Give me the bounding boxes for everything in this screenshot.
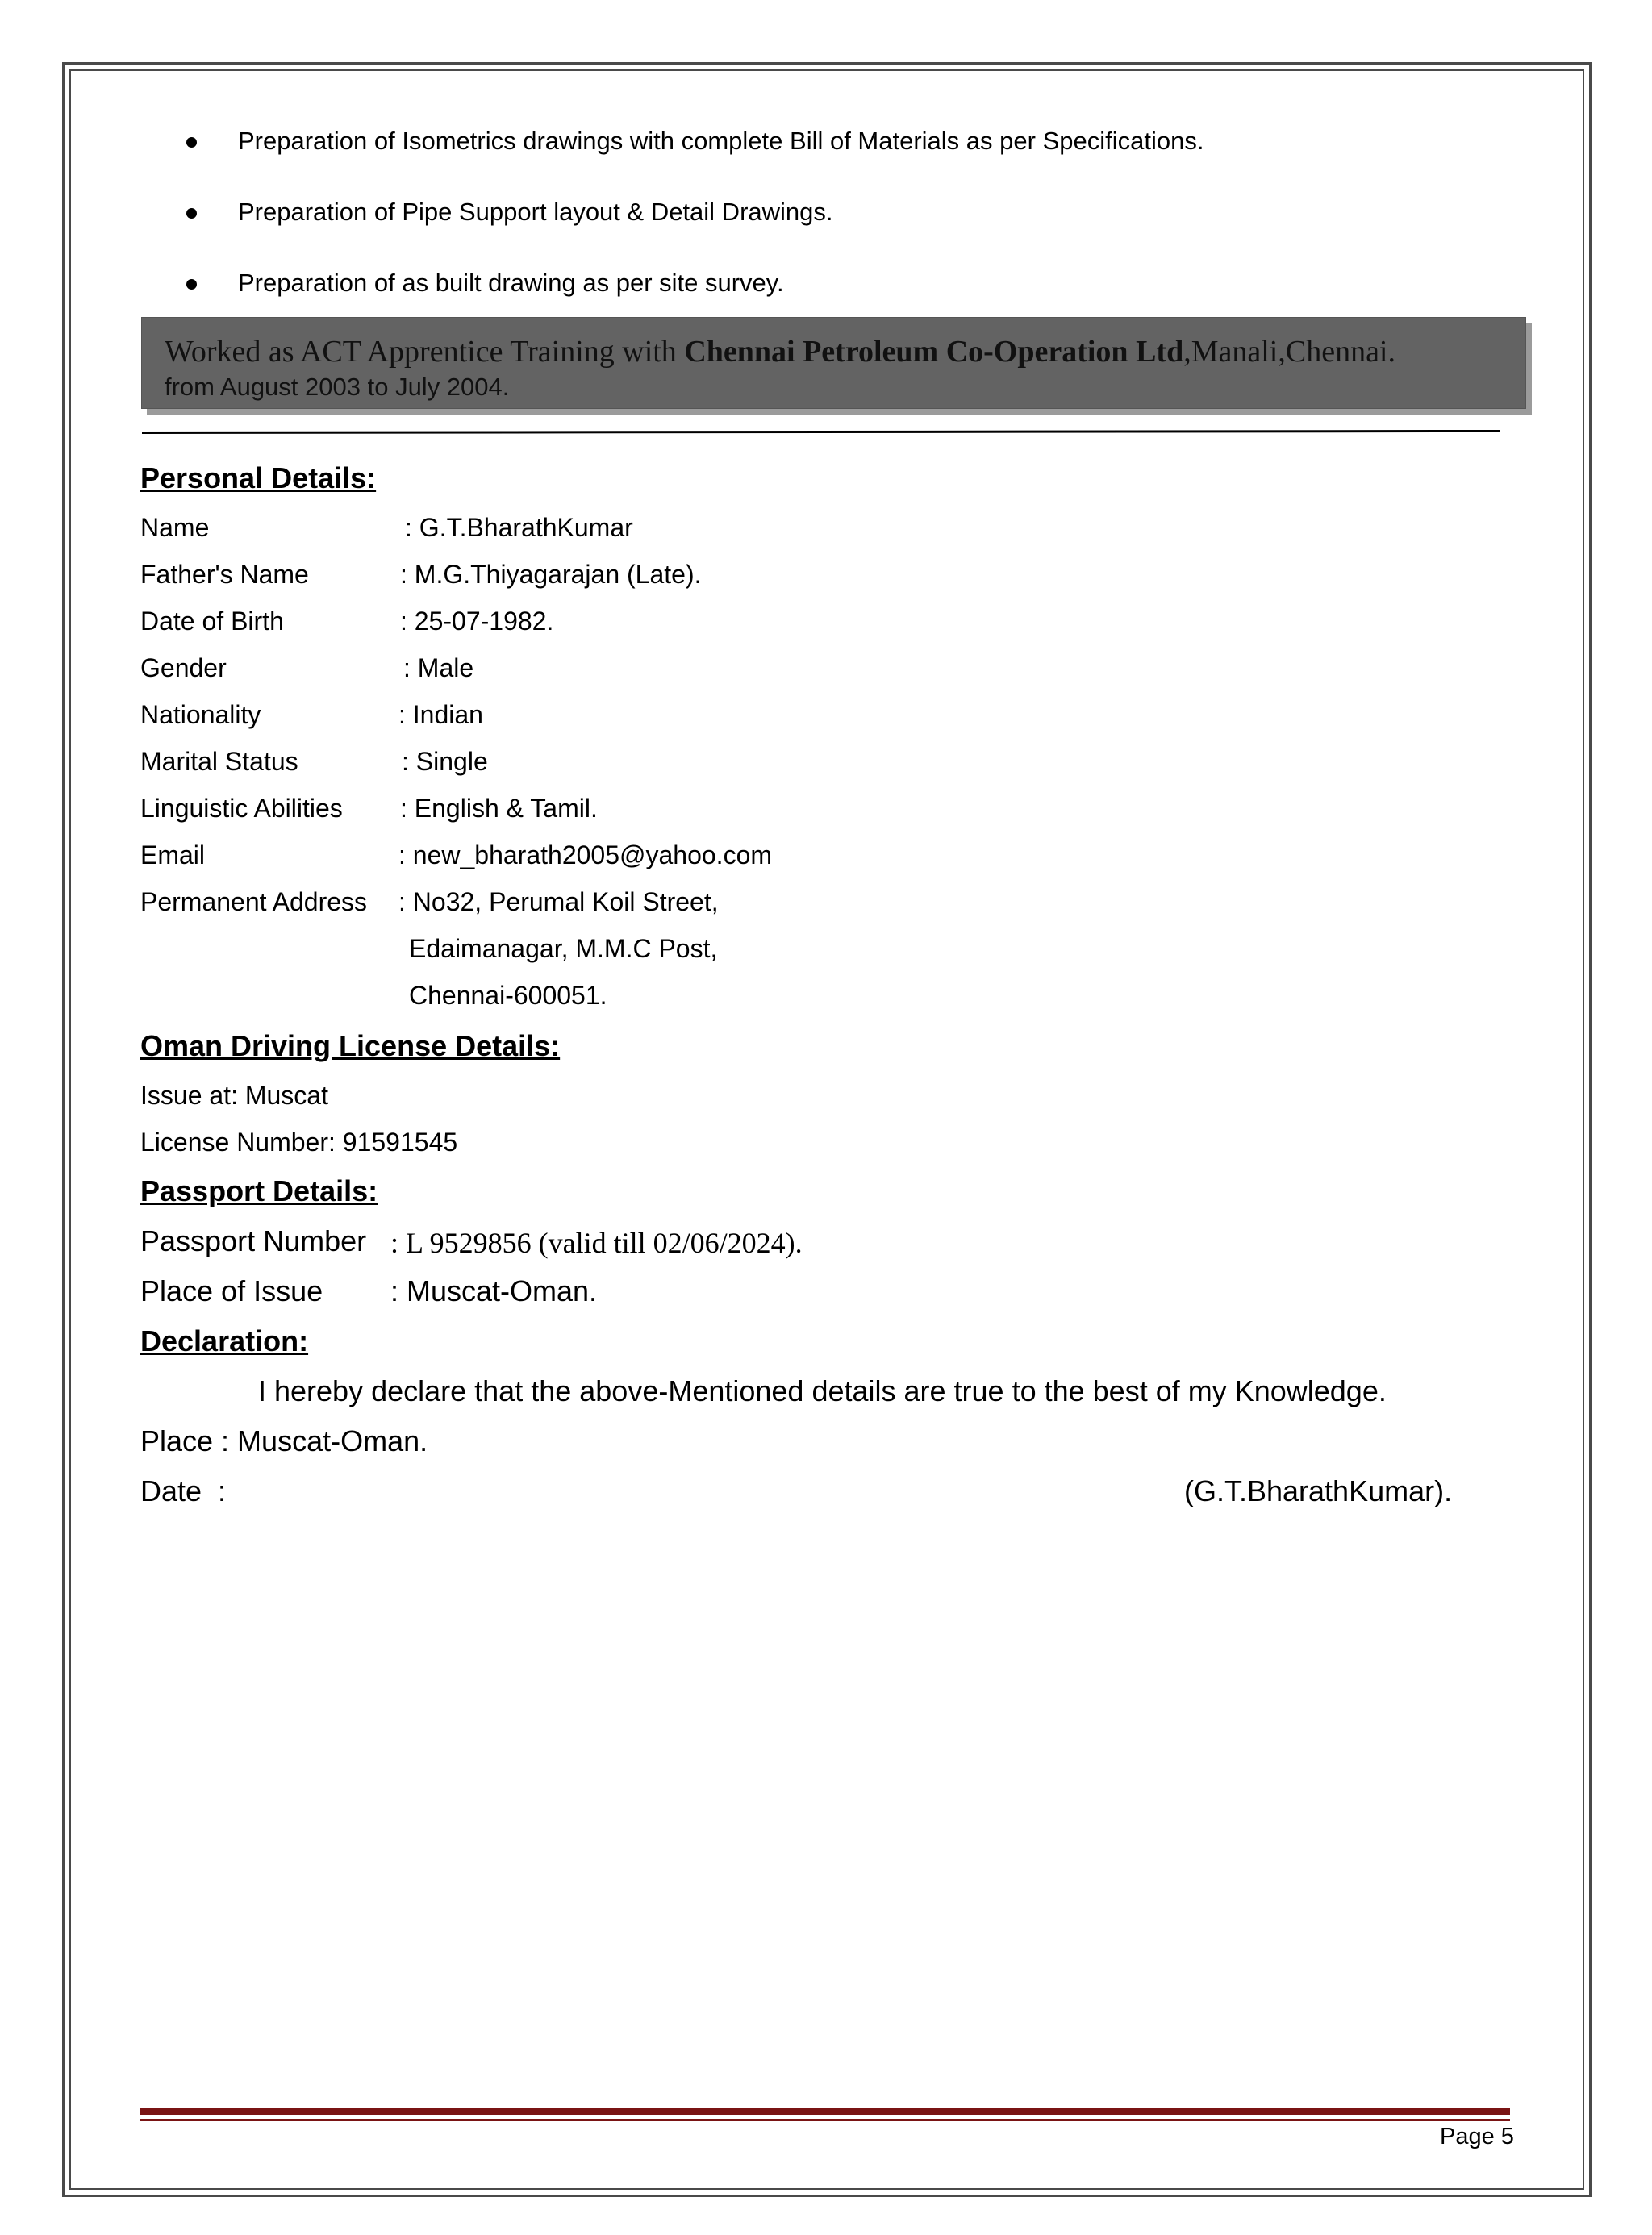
declaration-place: Place : Muscat-Oman. <box>140 1424 428 1457</box>
value-nationality: : Indian <box>398 700 483 729</box>
value-place-of-issue: : Muscat-Oman. <box>390 1274 598 1307</box>
license-issue: Issue at: Muscat <box>140 1081 328 1110</box>
banner-location: ,Manali,Chennai. <box>1183 335 1395 369</box>
value-father-name: : M.G.Thiyagarajan (Late). <box>400 560 702 589</box>
license-heading: Oman Driving License Details: <box>140 1029 561 1062</box>
personal-details-heading: Personal Details: <box>140 461 377 494</box>
bullet-text: Preparation of Isometrics drawings with complete Bill of Materials as per Specifications. <box>238 127 1204 155</box>
bullet-icon <box>186 208 197 219</box>
banner-line <box>165 334 1395 369</box>
value-address: : No32, Perumal Koil Street, <box>398 887 719 916</box>
value-gender: : Male <box>403 653 474 682</box>
signature-name: (G.T.BharathKumar). <box>1184 1474 1453 1507</box>
bullet-icon <box>186 137 197 148</box>
label-gender: Gender <box>140 653 227 682</box>
label-passport-number: Passport Number <box>140 1224 367 1257</box>
footer-rule-thin <box>140 2119 1510 2121</box>
value-address-line3: Chennai-600051. <box>409 981 607 1010</box>
bullet-text: Preparation of as built drawing as per site survey. <box>238 269 784 297</box>
value-dob: : 25-07-1982. <box>400 607 554 636</box>
value-marital-status: : Single <box>402 747 488 776</box>
value-passport-number: : L 9529856 (valid till 02/06/2024). <box>390 1227 803 1259</box>
label-email: Email <box>140 840 206 869</box>
declaration-text: I hereby declare that the above-Mentioned details are true to the best of my Knowledge. <box>258 1374 1387 1407</box>
label-linguistic: Linguistic Abilities <box>140 794 343 823</box>
label-place-of-issue: Place of Issue <box>140 1274 323 1307</box>
license-number: License Number: 91591545 <box>140 1128 458 1157</box>
banner-prefix: Worked as ACT Apprentice Training with <box>165 335 685 369</box>
banner-period: from August 2003 to July 2004. <box>165 373 510 401</box>
label-nationality: Nationality <box>140 700 261 729</box>
passport-heading: Passport Details: <box>140 1174 378 1207</box>
declaration-date: Date : <box>140 1474 227 1507</box>
value-name: : G.T.BharathKumar <box>405 513 633 542</box>
bullet-text: Preparation of Pipe Support layout & Detail Drawings. <box>238 198 833 226</box>
value-email: : new_bharath2005@yahoo.com <box>398 840 773 869</box>
label-dob: Date of Birth <box>140 607 284 636</box>
footer-rule <box>140 2108 1510 2115</box>
label-address: Permanent Address <box>140 887 368 916</box>
bullet-icon <box>186 279 197 290</box>
label-marital-status: Marital Status <box>140 747 298 776</box>
page-number: Page 5 <box>1440 2124 1514 2150</box>
value-linguistic: : English & Tamil. <box>400 794 598 823</box>
experience-banner <box>141 317 1526 409</box>
banner-company: Chennai Petroleum Co-Operation Ltd <box>684 335 1184 369</box>
label-father-name: Father's Name <box>140 560 309 589</box>
label-name: Name <box>140 513 210 542</box>
declaration-heading: Declaration: <box>140 1324 309 1357</box>
value-address-line2: Edaimanagar, M.M.C Post, <box>409 934 718 963</box>
